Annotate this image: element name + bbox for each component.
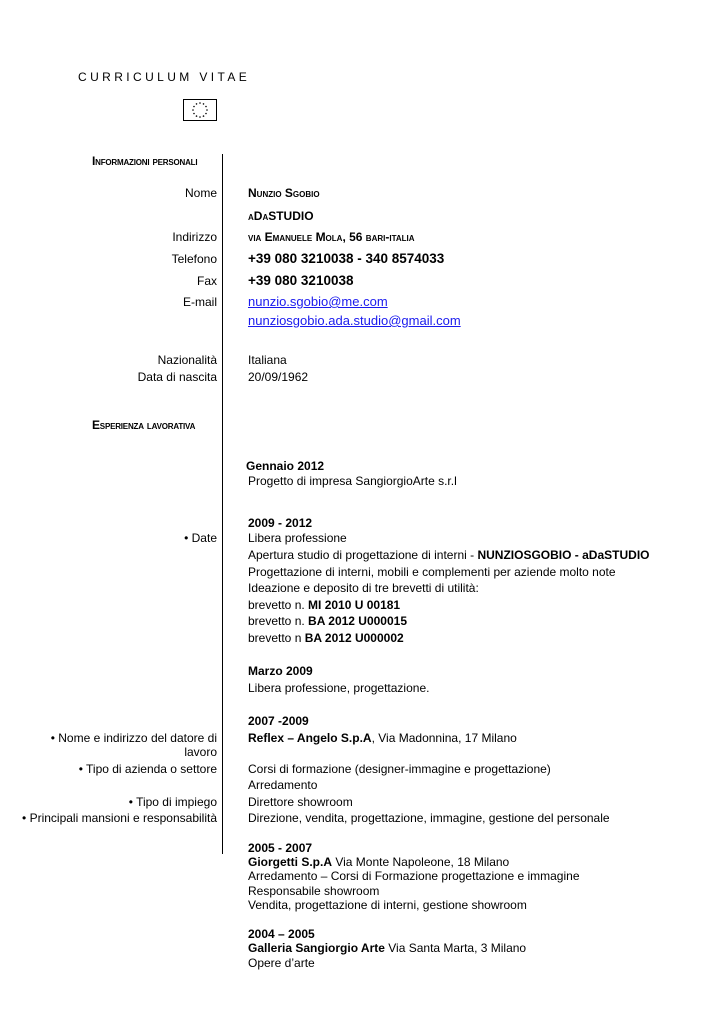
exp-3-date: Marzo 2009 xyxy=(248,664,313,678)
exp-1-date: Gennaio 2012 xyxy=(246,459,325,473)
exp-3-line-1: Libera professione, progettazione. xyxy=(248,681,430,695)
exp-2-line-2-text: Apertura studio di progettazione di interni - xyxy=(248,548,478,562)
exp-4-employer xyxy=(248,731,517,745)
exp-4-line-3: Direttore showroom xyxy=(248,795,353,809)
label-nome: Nome xyxy=(184,186,217,200)
exp-6-line-1: Opere d’arte xyxy=(248,956,315,970)
value-telefono: +39 080 3210038 - 340 8574033 xyxy=(248,251,445,266)
patent-1-number: MI 2010 U 00181 xyxy=(308,598,401,612)
exp-5-line-2: Responsabile showroom xyxy=(248,884,380,898)
exp-2-date: 2009 - 2012 xyxy=(248,516,313,530)
patent-2-prefix: brevetto n. xyxy=(248,614,309,628)
exp-5-employer-name: Giorgetti S.p.A xyxy=(248,855,332,869)
label-date: • Date xyxy=(184,531,217,545)
exp-2-line-2 xyxy=(248,548,649,562)
patent-2-number: BA 2012 U000015 xyxy=(308,614,408,628)
exp-2-studio-name: NUNZIOSGOBIO - aDaSTUDIO xyxy=(477,548,650,562)
value-nome: Nunzio Sgobio xyxy=(248,186,320,200)
label-tipo-azienda: • Tipo di azienda o settore xyxy=(78,762,217,776)
label-tipo-impiego: • Tipo di impiego xyxy=(128,795,217,809)
exp-6-employer-address: Via Santa Marta, 3 Milano xyxy=(384,941,527,955)
exp-5-date: 2005 - 2007 xyxy=(248,841,313,855)
patent-1-prefix: brevetto n. xyxy=(248,598,309,612)
exp-2-patent-1 xyxy=(248,598,400,612)
label-telefono: Telefono xyxy=(171,252,217,266)
patent-3-prefix: brevetto n xyxy=(248,631,305,645)
exp-6-employer xyxy=(248,941,526,955)
label-datore-1: • Nome e indirizzo del datore di xyxy=(50,731,217,745)
column-divider xyxy=(222,154,223,854)
label-indirizzo: Indirizzo xyxy=(172,230,217,244)
exp-2-line-4: Ideazione e deposito di tre brevetti di utilità: xyxy=(248,581,479,595)
exp-4-employer-name: Reflex – Angelo S.p.A xyxy=(248,731,372,745)
exp-2-line-1: Libera professione xyxy=(248,531,347,545)
value-data-nascita: 20/09/1962 xyxy=(248,370,309,384)
label-nazionalita: Nazionalità xyxy=(157,353,217,367)
page-title: CURRICULUM VITAE xyxy=(78,70,251,84)
label-data-nascita: Data di nascita xyxy=(137,370,217,384)
email-link-1[interactable]: nunzio.sgobio@me.com xyxy=(248,294,388,309)
label-datore-2: lavoro xyxy=(184,745,217,759)
label-email: E-mail xyxy=(182,295,217,309)
exp-4-line-4: Direzione, vendita, progettazione, immagine, gestione del personale xyxy=(248,811,610,825)
value-fax: +39 080 3210038 xyxy=(248,273,354,288)
value-indirizzo: via Emanuele Mola, 56 bari-italia xyxy=(248,230,415,244)
exp-4-employer-address: , Via Madonnina, 17 Milano xyxy=(371,731,517,745)
exp-4-line-1: Corsi di formazione (designer-immagine e progettazione) xyxy=(248,762,551,776)
eu-stars-icon xyxy=(184,100,216,120)
section-experience: Esperienza lavorativa xyxy=(92,418,196,432)
value-nazionalita: Italiana xyxy=(248,353,287,367)
exp-1-line-1: Progetto di impresa SangiorgioArte s.r.l xyxy=(248,474,457,488)
exp-5-employer xyxy=(248,855,509,869)
value-company: aDaSTUDIO xyxy=(248,209,314,223)
exp-2-patent-2 xyxy=(248,614,407,628)
exp-4-line-2: Arredamento xyxy=(248,778,318,792)
email-link-2[interactable]: nunziosgobio.ada.studio@gmail.com xyxy=(248,313,461,328)
exp-4-date: 2007 -2009 xyxy=(248,714,309,728)
exp-5-line-3: Vendita, progettazione di interni, gestione showroom xyxy=(248,898,527,912)
exp-5-employer-address: Via Monte Napoleone, 18 Milano xyxy=(332,855,510,869)
exp-2-line-3: Progettazione di interni, mobili e complementi per aziende molto note xyxy=(248,565,616,579)
section-personal-info: Informazioni personali xyxy=(92,154,198,168)
label-mansioni: • Principali mansioni e responsabilità xyxy=(22,811,217,825)
exp-5-line-1: Arredamento – Corsi di Formazione progettazione e immagine xyxy=(248,869,580,883)
exp-6-date: 2004 – 2005 xyxy=(248,927,315,941)
patent-3-number: BA 2012 U000002 xyxy=(304,631,404,645)
exp-2-patent-3 xyxy=(248,631,404,645)
exp-6-employer-name: Galleria Sangiorgio Arte xyxy=(248,941,385,955)
eu-flag-logo xyxy=(183,99,217,121)
label-fax: Fax xyxy=(196,274,217,288)
